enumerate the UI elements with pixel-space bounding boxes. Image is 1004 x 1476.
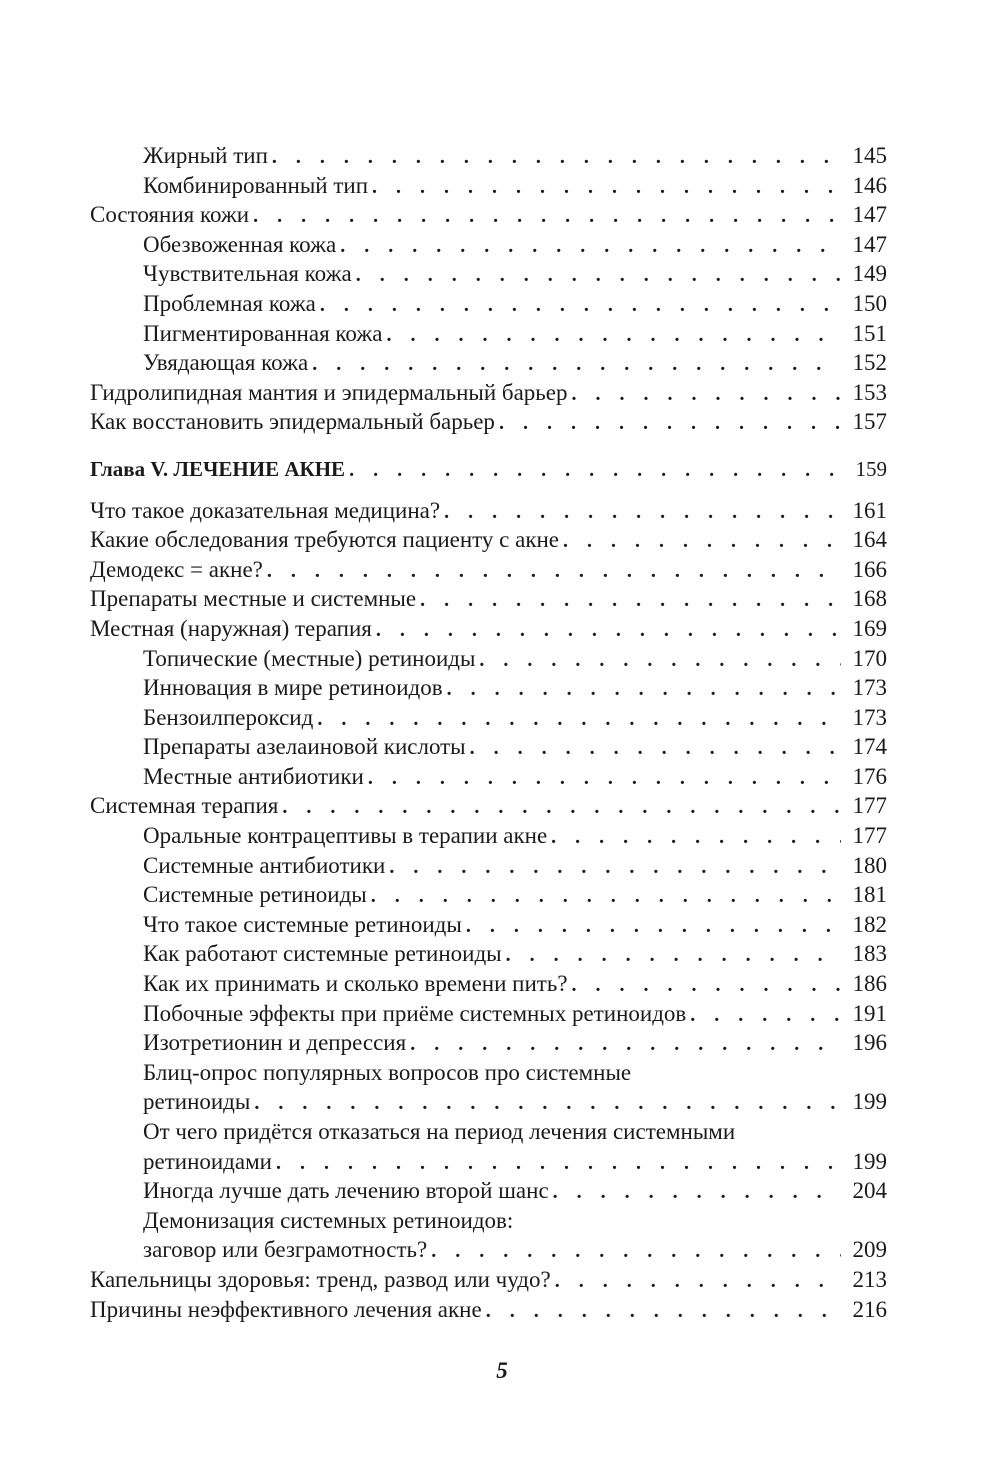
toc-entry <box>143 1058 887 1117</box>
toc-entry-title: Увядающая кожа <box>143 350 309 376</box>
toc-leader-dots <box>340 232 841 262</box>
toc-entry <box>90 555 887 585</box>
toc-entry-title: Чувствительная кожа <box>143 261 352 287</box>
toc-leader-dots <box>349 456 841 486</box>
toc-entry-title: Системная терапия <box>90 793 279 819</box>
toc-leader-dots <box>572 971 841 1001</box>
toc-entry-title: Состояния кожи <box>90 202 250 228</box>
table-of-contents <box>90 141 887 1324</box>
toc-entry <box>143 348 887 378</box>
toc-entry <box>143 319 887 349</box>
toc-entry-title: Бензоилпероксид <box>143 704 314 730</box>
toc-entry-page: 147 <box>852 231 887 257</box>
toc-entry-title: Местные антибиотики <box>143 763 364 789</box>
toc-entry <box>143 969 887 999</box>
toc-entry-title: Местная (наружная) терапия <box>90 615 372 641</box>
toc-leader-dots <box>466 912 841 942</box>
toc-entry-page: 181 <box>852 882 887 908</box>
toc-entry-page: 170 <box>852 645 887 671</box>
toc-entry <box>143 821 887 851</box>
toc-entry-page: 199 <box>852 1148 887 1174</box>
toc-entry <box>143 999 887 1029</box>
toc-chapter-heading <box>90 455 887 485</box>
toc-entry <box>143 1176 887 1206</box>
toc-entry-page: 159 <box>855 456 887 481</box>
toc-entry-title: Оральные контрацептивы в терапии акне <box>143 823 548 849</box>
toc-entry-page: 146 <box>852 172 887 198</box>
toc-entry-page: 151 <box>852 320 887 346</box>
toc-entry-page: 164 <box>852 527 887 553</box>
toc-entry-page: 180 <box>852 852 887 878</box>
toc-leader-dots <box>253 202 841 232</box>
toc-leader-dots <box>389 853 841 883</box>
toc-entry-page: 191 <box>852 1000 887 1026</box>
toc-leader-dots <box>470 734 841 764</box>
toc-entry-page: 169 <box>852 615 887 641</box>
toc-entry-title-continued: ретиноиды <box>143 1089 251 1115</box>
toc-entry-page: 149 <box>852 261 887 287</box>
toc-leader-dots <box>499 409 841 439</box>
toc-entry-page: 216 <box>852 1296 887 1322</box>
toc-entry-page: 199 <box>852 1089 887 1115</box>
toc-entry-page: 182 <box>852 911 887 937</box>
toc-entry-title: Побочные эффекты при приёме системных ретиноидов <box>143 1000 687 1026</box>
toc-entry <box>143 910 887 940</box>
toc-leader-dots <box>371 882 841 912</box>
toc-entry-page: 177 <box>852 823 887 849</box>
toc-entry <box>90 1265 887 1295</box>
toc-entry-title: Инновация в мире ретиноидов <box>143 675 443 701</box>
toc-leader-dots <box>356 261 841 291</box>
toc-entry-title: Пигментированная кожа <box>143 320 383 346</box>
toc-entry-title: Проблемная кожа <box>143 290 316 316</box>
toc-leader-dots <box>312 350 841 380</box>
toc-entry-page: 152 <box>852 350 887 376</box>
toc-entry-title: Блиц-опрос популярных вопросов про системные <box>143 1059 632 1085</box>
toc-entry <box>143 259 887 289</box>
toc-leader-dots <box>272 143 841 173</box>
toc-entry-title: Причины неэффективного лечения акне <box>90 1296 482 1322</box>
toc-entry-page: 153 <box>852 379 887 405</box>
toc-leader-dots <box>276 1149 841 1179</box>
toc-entry-title: Капельницы здоровья: тренд, развод или чудо? <box>90 1266 551 1292</box>
toc-entry <box>143 644 887 674</box>
toc-entry <box>143 939 887 969</box>
toc-entry-page: 213 <box>852 1266 887 1292</box>
toc-entry-title: Что такое доказательная медицина? <box>90 497 441 523</box>
toc-entry-title: Комбинированный тип <box>143 172 369 198</box>
toc-entry-title: Демодекс = акне? <box>90 556 263 582</box>
toc-leader-dots <box>320 291 841 321</box>
toc-leader-dots <box>555 1267 841 1297</box>
toc-entry <box>143 762 887 792</box>
toc-entry-title: Жирный тип <box>143 143 268 168</box>
toc-entry-page: 150 <box>852 290 887 316</box>
toc-entry <box>90 496 887 526</box>
page-number: 5 <box>496 1358 508 1383</box>
toc-entry-page: 204 <box>852 1178 887 1204</box>
toc-entry-title: Демонизация системных ретиноидов: <box>143 1207 514 1233</box>
toc-entry-title: Что такое системные ретиноиды <box>143 911 462 937</box>
toc-leader-dots <box>254 1089 841 1119</box>
toc-entry-title-continued: ретиноидами <box>143 1148 272 1174</box>
toc-entry-page: 168 <box>852 586 887 612</box>
toc-leader-dots <box>447 675 841 705</box>
toc-entry-title: Системные ретиноиды <box>143 882 367 908</box>
toc-entry-title: Какие обследования требуются пациенту с акне <box>90 527 560 553</box>
toc-entry <box>143 880 887 910</box>
toc-entry-page: 183 <box>852 941 887 967</box>
toc-entry <box>143 1028 887 1058</box>
toc-leader-dots <box>551 823 841 853</box>
toc-entry <box>90 378 887 408</box>
toc-entry-title: Иногда лучше дать лечению второй шанс <box>143 1178 549 1204</box>
toc-leader-dots <box>372 173 841 203</box>
toc-entry-page: 147 <box>852 202 887 228</box>
toc-entry <box>143 732 887 762</box>
toc-leader-dots <box>282 793 841 823</box>
toc-entry-page: 177 <box>852 793 887 819</box>
toc-entry <box>90 791 887 821</box>
toc-entry-page: 145 <box>852 143 887 168</box>
toc-entry-page: 176 <box>852 763 887 789</box>
toc-entry-page: 166 <box>852 556 887 582</box>
toc-entry <box>90 614 887 644</box>
toc-entry-title: Как работают системные ретиноиды <box>143 941 502 967</box>
toc-leader-dots <box>267 557 841 587</box>
toc-leader-dots <box>376 616 841 646</box>
toc-entry-page: 173 <box>852 675 887 701</box>
toc-entry <box>143 673 887 703</box>
toc-leader-dots <box>479 646 841 676</box>
toc-leader-dots <box>506 941 841 971</box>
toc-leader-dots <box>486 1297 841 1327</box>
toc-entry <box>90 200 887 230</box>
toc-entry-page: 173 <box>852 704 887 730</box>
toc-entry-title: Изотретионин и депрессия <box>143 1030 407 1056</box>
toc-entry-page: 209 <box>852 1237 887 1263</box>
toc-entry-page: 174 <box>852 734 887 760</box>
toc-entry-page: 157 <box>852 409 887 435</box>
toc-leader-dots <box>444 498 841 528</box>
toc-entry-title-continued: заговор или безграмотность? <box>143 1237 428 1263</box>
toc-entry <box>143 289 887 319</box>
toc-entry-title: Препараты азелаиновой кислоты <box>143 734 466 760</box>
toc-entry-title: Системные антибиотики <box>143 852 386 878</box>
toc-entry <box>90 584 887 614</box>
toc-leader-dots <box>690 1001 841 1031</box>
toc-chapter-title: Глава V. ЛЕЧЕНИЕ АКНЕ <box>90 456 346 481</box>
toc-leader-dots <box>410 1030 841 1060</box>
toc-entry-title: Гидролипидная мантия и эпидермальный барьер <box>90 379 568 405</box>
toc-entry <box>143 851 887 881</box>
toc-entry <box>143 141 887 171</box>
toc-entry <box>143 1206 887 1265</box>
toc-leader-dots <box>563 527 841 557</box>
toc-leader-dots <box>572 380 842 410</box>
toc-entry <box>90 407 887 437</box>
toc-entry-title: Топические (местные) ретиноиды <box>143 645 476 671</box>
toc-entry <box>90 1295 887 1325</box>
toc-entry-title: Как восстановить эпидермальный барьер <box>90 409 495 435</box>
toc-entry <box>143 703 887 733</box>
toc-entry-page: 196 <box>852 1030 887 1056</box>
toc-entry-page: 186 <box>852 971 887 997</box>
toc-entry-title: Препараты местные и системные <box>90 586 417 612</box>
toc-entry <box>90 525 887 555</box>
toc-leader-dots <box>317 705 841 735</box>
toc-leader-dots <box>420 586 841 616</box>
toc-leader-dots <box>553 1178 841 1208</box>
toc-entry-title: Обезвоженная кожа <box>143 231 337 257</box>
toc-leader-dots <box>386 321 841 351</box>
toc-entry <box>143 171 887 201</box>
toc-entry <box>143 230 887 260</box>
toc-entry-title: От чего придётся отказаться на период лечения системными <box>143 1119 736 1144</box>
toc-entry-title: Как их принимать и сколько времени пить? <box>143 971 568 997</box>
toc-entry-page: 161 <box>852 497 887 523</box>
toc-entry <box>143 1117 887 1176</box>
toc-leader-dots <box>431 1237 841 1267</box>
toc-leader-dots <box>368 764 841 794</box>
